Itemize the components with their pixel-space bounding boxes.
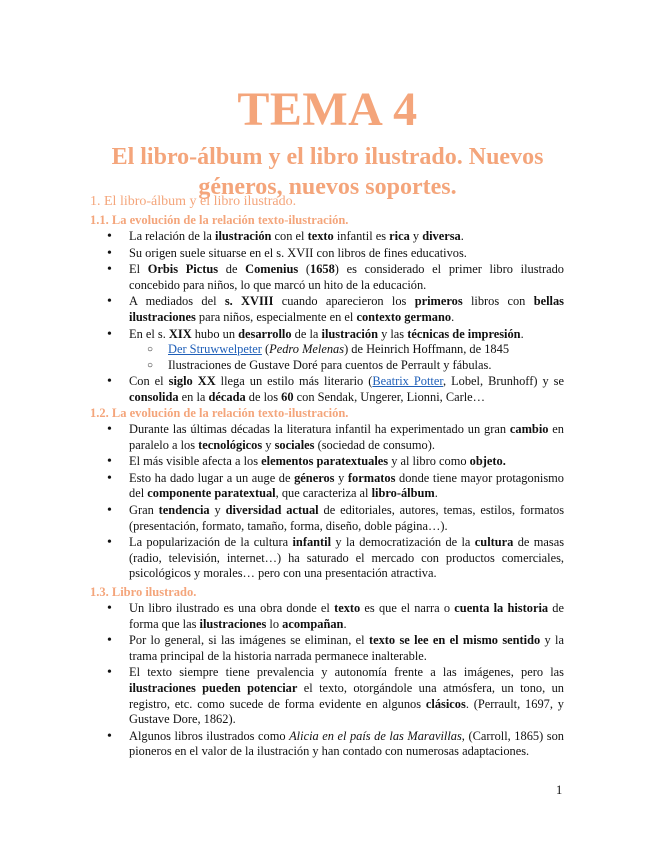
list-item: • Su origen suele situarse en el s. XVII con libros de fines educativos. (90, 246, 564, 262)
list-item (90, 327, 564, 374)
list-item: • Un libro ilustrado es una obra donde el texto es que el narra o cuenta la historia de forma que las ilustraciones lo acompañan. (90, 601, 564, 632)
inline-link[interactable]: Der Struwwelpeter (168, 342, 262, 357)
heading-1-3: 1.3. Libro ilustrado. (90, 585, 197, 599)
list-item: • Con el siglo XX llega un estilo más literario (Beatrix Potter, Lobel, Brunhoff) y se consolida en la década de los 60 con Sendak, Ungerer, Lionni, Carle… (90, 374, 564, 405)
list-item: • La popularización de la cultura infantil y la democratización de la cultura de masas (radio, televisión, internet…) ha saturado el mercado con productos comerciales, psicológicos y morales… pero con una presentación atractiva. (90, 535, 564, 582)
list-item: • El Orbis Pictus de Comenius (1658) es considerado el primer libro ilustrado concebido para niños, lo que marcó un hito de la educación. (90, 262, 564, 293)
list-item: • El texto siempre tiene prevalencia y autonomía frente a las imágenes, pero las ilustraciones pueden potenciar el texto, otorgándole una atmósfera, un tono, un registro, etc. como sucede de forma evidente en algunos clásicos. (Perrault, 1697, y Gustave Dore, 1862). (90, 665, 564, 727)
heading-1-2: 1.2. La evolución de la relación texto-ilustración. (90, 406, 349, 420)
inline-link[interactable]: Beatrix Potter (372, 374, 443, 389)
list-section-1-2 (90, 422, 564, 583)
heading-1: 1. El libro-álbum y el libro ilustrado. (90, 194, 297, 209)
list-item: • La relación de la ilustración con el texto infantil es rica y diversa. (90, 229, 564, 245)
list-item: • Algunos libros ilustrados como Alicia en el país de las Maravillas, (Carroll, 1865) son pioneros en el valor de la ilustración y han contado con numerosas adaptaciones. (90, 729, 564, 760)
page-number: 1 (556, 783, 563, 797)
list-item: • Esto ha dado lugar a un auge de géneros y formatos donde tiene mayor protagonismo del componente paratextual, que caracteriza al libro-álbum. (90, 471, 564, 502)
list-section-1-1 (90, 229, 564, 407)
page-title: TEMA 4 (237, 83, 418, 136)
list-item: • Gran tendencia y diversidad actual de editoriales, autores, temas, estilos, formatos (presentación, formato, tamaño, forma, diseño, doble página…). (90, 503, 564, 534)
sub-list (129, 342, 564, 373)
sub-list-item: ○ Ilustraciones de Gustave Doré para cuentos de Perrault y fábulas. (129, 358, 564, 374)
list-item-text: En el s. XIX hubo un desarrollo de la ilustración y las técnicas de impresión. (129, 326, 524, 341)
list-section-1-3 (90, 601, 564, 761)
list-item: • Por lo general, si las imágenes se eliminan, el texto se lee en el mismo sentido y la trama principal de la historia narrada permanece inalterable. (90, 633, 564, 664)
sub-list-item: ○ Der Struwwelpeter (Pedro Melenas) de Heinrich Hoffmann, de 1845 (129, 342, 564, 358)
list-item: • El más visible afecta a los elementos paratextuales y al libro como objeto. (90, 454, 564, 470)
list-item: • Durante las últimas décadas la literatura infantil ha experimentado un gran cambio en paralelo a los tecnológicos y sociales (sociedad de consumo). (90, 422, 564, 453)
page-subtitle: El libro-álbum y el libro ilustrado. Nuevos géneros, nuevos soportes. (111, 144, 544, 200)
heading-1-1: 1.1. La evolución de la relación texto-ilustración. (90, 213, 349, 227)
list-item: • A mediados del s. XVIII cuando aparecieron los primeros libros con bellas ilustraciones para niños, especialmente en el contexto germano. (90, 294, 564, 325)
